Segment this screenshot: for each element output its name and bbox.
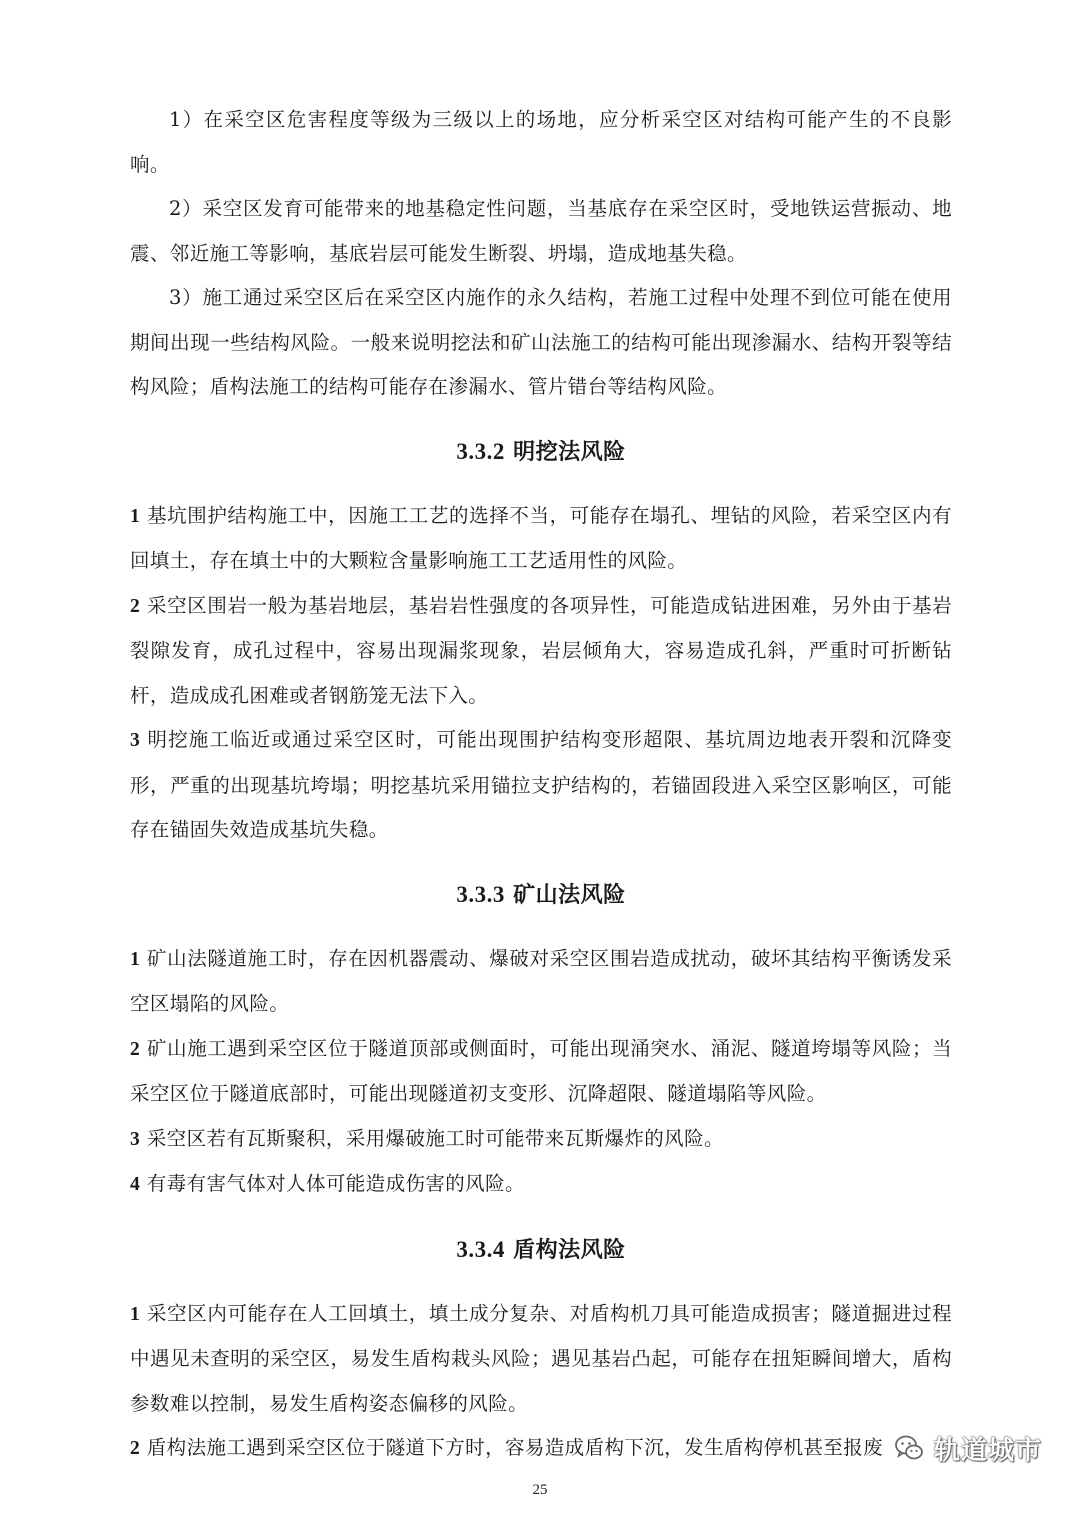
list-item	[130, 1162, 952, 1208]
item-text: 基坑围护结构施工中，因施工工艺的选择不当，可能存在塌孔、埋钻的风险，若采空区内有回填土，存在填土中的大颗粒含量影响施工工艺适用性的风险。	[130, 503, 952, 572]
section-title: 矿山法风险	[513, 882, 626, 908]
section-heading-332	[130, 410, 952, 494]
item-number: 3	[130, 730, 141, 751]
list-item	[130, 718, 952, 853]
item-text: 采空区围岩一般为基岩地层，基岩岩性强度的各项异性，可能造成钻进困难，另外由于基岩裂隙发育，成孔过程中，容易出现漏浆现象，岩层倾角大，容易造成孔斜，严重时可折断钻杆，造成成孔困难或者钢筋笼无法下入。	[130, 593, 952, 707]
item-text: 矿山施工遇到采空区位于隧道顶部或侧面时，可能出现涌突水、涌泥、隧道垮塌等风险；当采空区位于隧道底部时，可能出现隧道初支变形、沉降超限、隧道塌陷等风险。	[130, 1036, 952, 1105]
wechat-icon	[894, 1433, 924, 1463]
item-number: 3	[130, 1128, 141, 1150]
item-text: 有毒有害气体对人体可能造成伤害的风险。	[146, 1172, 525, 1195]
section-number: 3.3.3	[456, 881, 505, 907]
section-title: 明挖法风险	[513, 439, 626, 465]
page-number: 25	[532, 1482, 548, 1498]
section-number: 3.3.4	[456, 1236, 505, 1262]
section-heading-333	[130, 853, 952, 937]
item-number: 1	[130, 505, 141, 527]
intro-item-3: 3）施工通过采空区后在采空区内施作的永久结构，若施工过程中处理不到位可能在使用期间出现一些结构风险。一般来说明挖法和矿山法施工的结构可能出现渗漏水、结构开裂等结构风险；盾构法施工的结构可能存在渗漏水、管片错台等结构风险。	[130, 286, 952, 398]
item-text: 采空区若有瓦斯聚积，采用爆破施工时可能带来瓦斯爆炸的风险。	[146, 1126, 724, 1150]
list-item	[130, 1117, 952, 1163]
list-item	[130, 937, 952, 1027]
page-content	[130, 98, 952, 1472]
watermark-text: 轨道城市	[933, 1435, 1042, 1466]
item-text: 采空区内可能存在人工回填土，填土成分复杂、对盾构机刀具可能造成损害；隧道掘进过程中遇见未查明的采空区，易发生盾构栽头风险；遇见基岩凸起，可能存在扭矩瞬间增大，盾构参数难以控制，易发生盾构姿态偏移的风险。	[130, 1301, 952, 1415]
section-heading-334	[130, 1208, 952, 1292]
item-number: 1	[130, 1303, 141, 1325]
item-number: 2	[130, 595, 141, 617]
list-item	[130, 584, 952, 719]
item-number: 2	[130, 1038, 141, 1060]
list-item	[130, 494, 952, 584]
intro-item-1: 1）在采空区危害程度等级为三级以上的场地，应分析采空区对结构可能产生的不良影响。	[130, 108, 952, 176]
intro-item-2: 2）采空区发育可能带来的地基稳定性问题，当基底存在采空区时，受地铁运营振动、地震、邻近施工等影响，基底岩层可能发生断裂、坍塌，造成地基失稳。	[130, 197, 952, 265]
list-item	[130, 1027, 952, 1117]
list-item	[130, 1426, 952, 1472]
item-text: 明挖施工临近或通过采空区时，可能出现围护结构变形超限、基坑周边地表开裂和沉降变形，严重的出现基坑垮塌；明挖基坑采用锚拉支护结构的，若锚固段进入采空区影响区，可能存在锚固失效造成基坑失稳。	[130, 728, 952, 841]
item-text: 矿山法隧道施工时，存在因机器震动、爆破对采空区围岩造成扰动，破坏其结构平衡诱发采空区塌陷的风险。	[130, 946, 952, 1015]
section-number: 3.3.2	[456, 438, 505, 464]
section-title: 盾构法风险	[513, 1237, 626, 1263]
item-number: 1	[130, 948, 141, 970]
item-number: 2	[130, 1438, 141, 1459]
item-number: 4	[130, 1174, 141, 1195]
item-text: 盾构法施工遇到采空区位于隧道下方时，容易造成盾构下沉，发生盾构停机甚至报废	[146, 1436, 884, 1459]
watermark	[894, 1428, 1042, 1468]
list-item	[130, 1292, 952, 1427]
